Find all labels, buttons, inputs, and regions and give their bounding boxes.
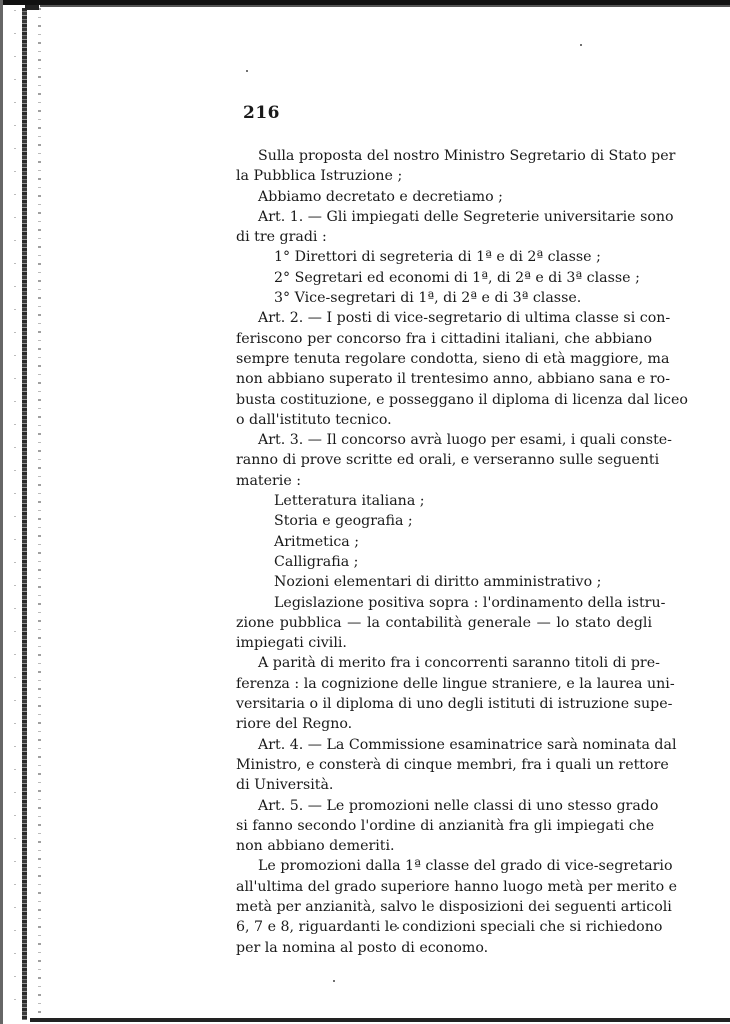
text-line: per la nomina al posto di economo. [236,939,489,956]
text-line: ferenza : la cognizione delle lingue straniere, e la laurea uni- [236,675,675,692]
text-line: Art. 3. — Il concorso avrà luogo per esami, i quali conste- [258,432,672,449]
text-line: 2° Segretari ed economi di 1ª, di 2ª e di 3ª classe ; [274,269,640,286]
paper-speck [580,44,582,46]
text-line: di Università. [236,777,334,794]
text-line: Letteratura italiana ; [274,493,425,510]
text-line: la Pubblica Istruzione ; [236,168,403,185]
text-line: riore del Regno. [236,716,353,733]
text-line: ranno di prove scritte ed orali, e verseranno sulle seguenti [236,452,660,469]
text-line: A parità di merito fra i concorrenti saranno titoli di pre- [258,655,660,672]
text-line: o dall'istituto tecnico. [236,411,392,428]
text-line: Legislazione positiva sopra : l'ordinamento della istru- [274,594,666,611]
page-body-text [236,146,688,958]
paper-speck [246,70,248,72]
text-line: busta costituzione, e posseggano il diploma di licenza dal liceo [236,391,688,408]
text-line: versitaria o il diploma di uno degli istituti di istruzione supe- [236,696,673,713]
text-line: Ministro, e consterà di cinque membri, fra i quali un rettore [236,756,669,773]
text-line: Aritmetica ; [274,533,360,550]
scan-bottom-edge [30,1018,730,1022]
text-line: si fanno secondo l'ordine di anzianità fra gli impiegati che [236,817,655,834]
text-line: Abbiamo decretato e decretiamo ; [258,188,503,205]
text-line: non abbiano superato il trentesimo anno, abbiano sana e ro- [236,371,671,388]
binding-stitching-outer [14,10,16,1010]
text-line: materie : [236,472,302,489]
text-line: impiegati civili. [236,635,347,652]
text-line: 3° Vice-segretari di 1ª, di 2ª e di 3ª classe. [274,290,582,307]
binding-stitching-inner [38,8,41,1018]
text-line: sempre tenuta regolare condotta, sieno di età maggiore, ma [236,350,670,367]
text-line: Art. 5. — Le promozioni nelle classi di uno stesso grado [258,797,659,814]
text-line: Nozioni elementari di diritto amministrativo ; [274,574,602,591]
text-line: metà per anzianità, salvo le disposizioni dei seguenti articoli [236,898,672,915]
text-line: 1° Direttori di segreteria di 1ª e di 2ª classe ; [274,249,601,266]
text-line: di tre gradi : [236,229,327,246]
text-line: Storia e geografia ; [274,513,413,530]
text-line: Art. 2. — I posti di vice-segretario di ultima classe si con- [258,310,671,327]
text-line: Sulla proposta del nostro Ministro Segretario di Stato per [258,148,676,164]
text-line: Le promozioni dalla 1ª classe del grado di vice-segretario [258,858,673,875]
text-line: Art. 4. — La Commissione esaminatrice sarà nominata dal [258,736,677,753]
text-line: Art. 1. — Gli impiegati delle Segreterie universitarie sono [258,208,674,225]
text-line: 6, 7 e 8, riguardanti le condizioni speciali che si richiedono [236,919,663,936]
text-line: all'ultima del grado superiore hanno luogo metà per merito e [236,878,678,895]
text-line: zione pubblica — la contabilità generale — lo stato degli [236,614,652,631]
text-line: Calligrafia ; [274,553,359,570]
book-binding-gutter [22,8,27,1020]
text-line: feriscono per concorso fra i cittadini italiani, che abbiano [236,330,652,347]
paper-speck [333,980,335,982]
scan-corner-mark [25,5,39,10]
scan-left-margin [0,0,3,1024]
scan-top-edge-shadow [40,5,730,7]
text-line: non abbiano demeriti. [236,838,395,855]
page-number: 216 [243,103,280,123]
